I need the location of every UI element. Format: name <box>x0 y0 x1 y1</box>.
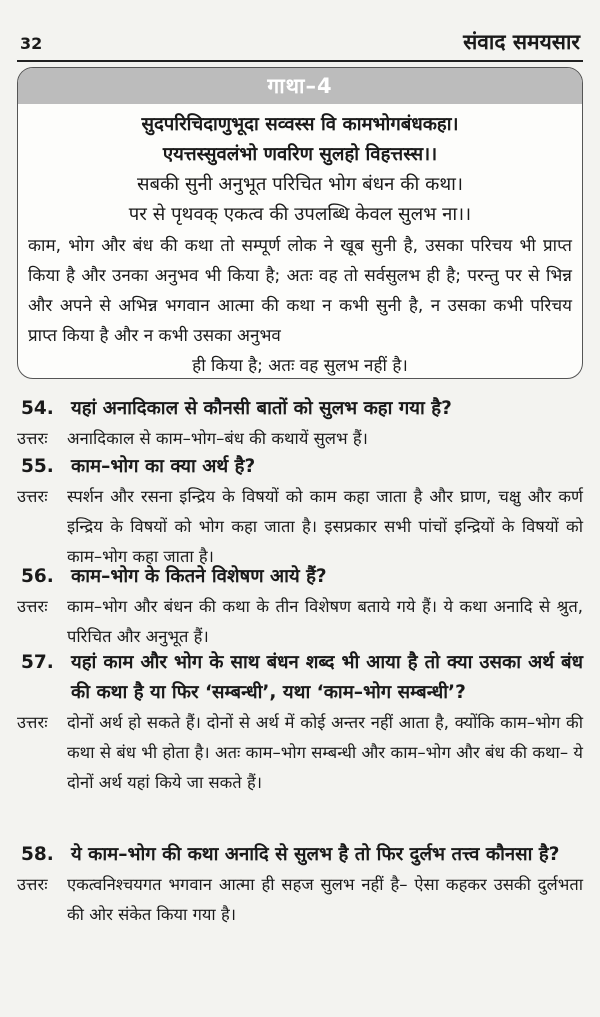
question-block <box>17 840 583 930</box>
question <box>17 452 583 482</box>
answer-text: काम–भोग और बंधन की कथा के तीन विशेषण बताये गये हैं। ये कथा अनादि से श्रुत, परिचित और अनुभूत हैं। <box>67 597 583 646</box>
explanation-text: काम, भोग और बंध की कथा तो सम्पूर्ण लोक ने खूब सुनी है, उसका परिचय भी प्राप्त किया है और उनका अनुभव भी किया है; अतः वह तो सर्वसुलभ ही है; परन्तु पर से भिन्न और अपने से अभिन्न भगवान आत्मा की कथा न कभी सुनी है, न उसका कभी परिचय प्राप्त किया है और न कभी उसका अनुभव <box>28 236 572 346</box>
question <box>17 394 583 424</box>
gatha-title: गाथा–4 <box>267 74 333 98</box>
question-number: 56. <box>21 566 54 587</box>
question-block <box>17 562 583 652</box>
question-number: 54. <box>21 398 54 419</box>
verse-block <box>18 104 582 230</box>
question-text: ये काम–भोग की कथा अनादि से सुलभ है तो फिर दुर्लभ तत्त्व कौनसा है? <box>71 844 560 865</box>
answer-label: उत्तरः <box>17 713 48 732</box>
question-text: यहां अनादिकाल से कौनसी बातों को सुलभ कहा गया है? <box>71 398 452 419</box>
answer-text: दोनों अर्थ हो सकते हैं। दोनों से अर्थ में कोई अन्तर नहीं आता है, क्योंकि काम–भोग की कथा से बंध भी होता है। अतः काम–भोग सम्बन्धी और काम–भोग और बंध की कथा– ये दोनों अर्थ यहां किये जा सकते हैं। <box>67 713 583 792</box>
question-text: काम–भोग के कितने विशेषण आये हैं? <box>71 566 327 587</box>
question-block <box>17 452 583 572</box>
page-number: 32 <box>20 34 43 53</box>
answer-text: एकत्वनिश्चयगत भगवान आत्मा ही सहज सुलभ नहीं है– ऐसा कहकर उसकी दुर्लभता की ओर संकेत किया गया है। <box>67 875 583 924</box>
answer <box>17 592 583 652</box>
explanation-last-line: ही किया है; अतः वह सुलभ नहीं है। <box>192 356 408 376</box>
gatha-explanation <box>28 231 572 379</box>
hindi-verse-line: सबकी सुनी अनुभूत परिचित भोग बंधन की कथा। <box>137 174 463 195</box>
answer-label: उत्तरः <box>17 429 48 448</box>
answer-label: उत्तरः <box>17 597 48 616</box>
question-text: काम–भोग का क्या अर्थ है? <box>71 456 256 477</box>
answer-label: उत्तरः <box>17 487 48 506</box>
answer-text: स्पर्शन और रसना इन्द्रिय के विषयों को काम कहा जाता है और घ्राण, चक्षु और कर्ण इन्द्रिय के विषयों को भोग कहा जाता है। इसप्रकार सभी पांचों इन्द्रियों के विषयों को काम–भोग कहा जाता है। <box>67 487 583 566</box>
question-text: यहां काम और भोग के साथ बंधन शब्द भी आया है तो क्या उसका अर्थ बंध की कथा है या फिर ‘सम्बन्धी’, यथा ‘काम–भोग सम्बन्धी’? <box>71 652 583 703</box>
answer-label: उत्तरः <box>17 875 48 894</box>
question-number: 55. <box>21 456 54 477</box>
header-rule <box>17 60 583 62</box>
question-number: 57. <box>21 652 54 673</box>
question <box>17 840 583 870</box>
gatha-title-bar <box>18 68 582 104</box>
question-block <box>17 394 583 454</box>
question <box>17 648 583 708</box>
answer <box>17 870 583 930</box>
book-title: संवाद समयसार <box>463 30 580 54</box>
prakrit-verse-line: एयत्तस्सुवलंभो णवरिण सुलहो विहत्तस्स।। <box>162 144 438 165</box>
question <box>17 562 583 592</box>
question-block <box>17 648 583 798</box>
prakrit-verse-line: सुदपरिचिदाणुभूदा सव्वस्स वि कामभोगबंधकहा। <box>141 114 459 135</box>
answer <box>17 482 583 572</box>
answer <box>17 708 583 798</box>
answer-text: अनादिकाल से काम–भोग–बंध की कथायें सुलभ हैं। <box>67 429 368 448</box>
hindi-verse-line: पर से पृथवक् एकत्व की उपलब्धि केवल सुलभ ना।। <box>128 204 472 225</box>
answer <box>17 424 583 454</box>
question-number: 58. <box>21 844 54 865</box>
gatha-box <box>17 67 583 379</box>
